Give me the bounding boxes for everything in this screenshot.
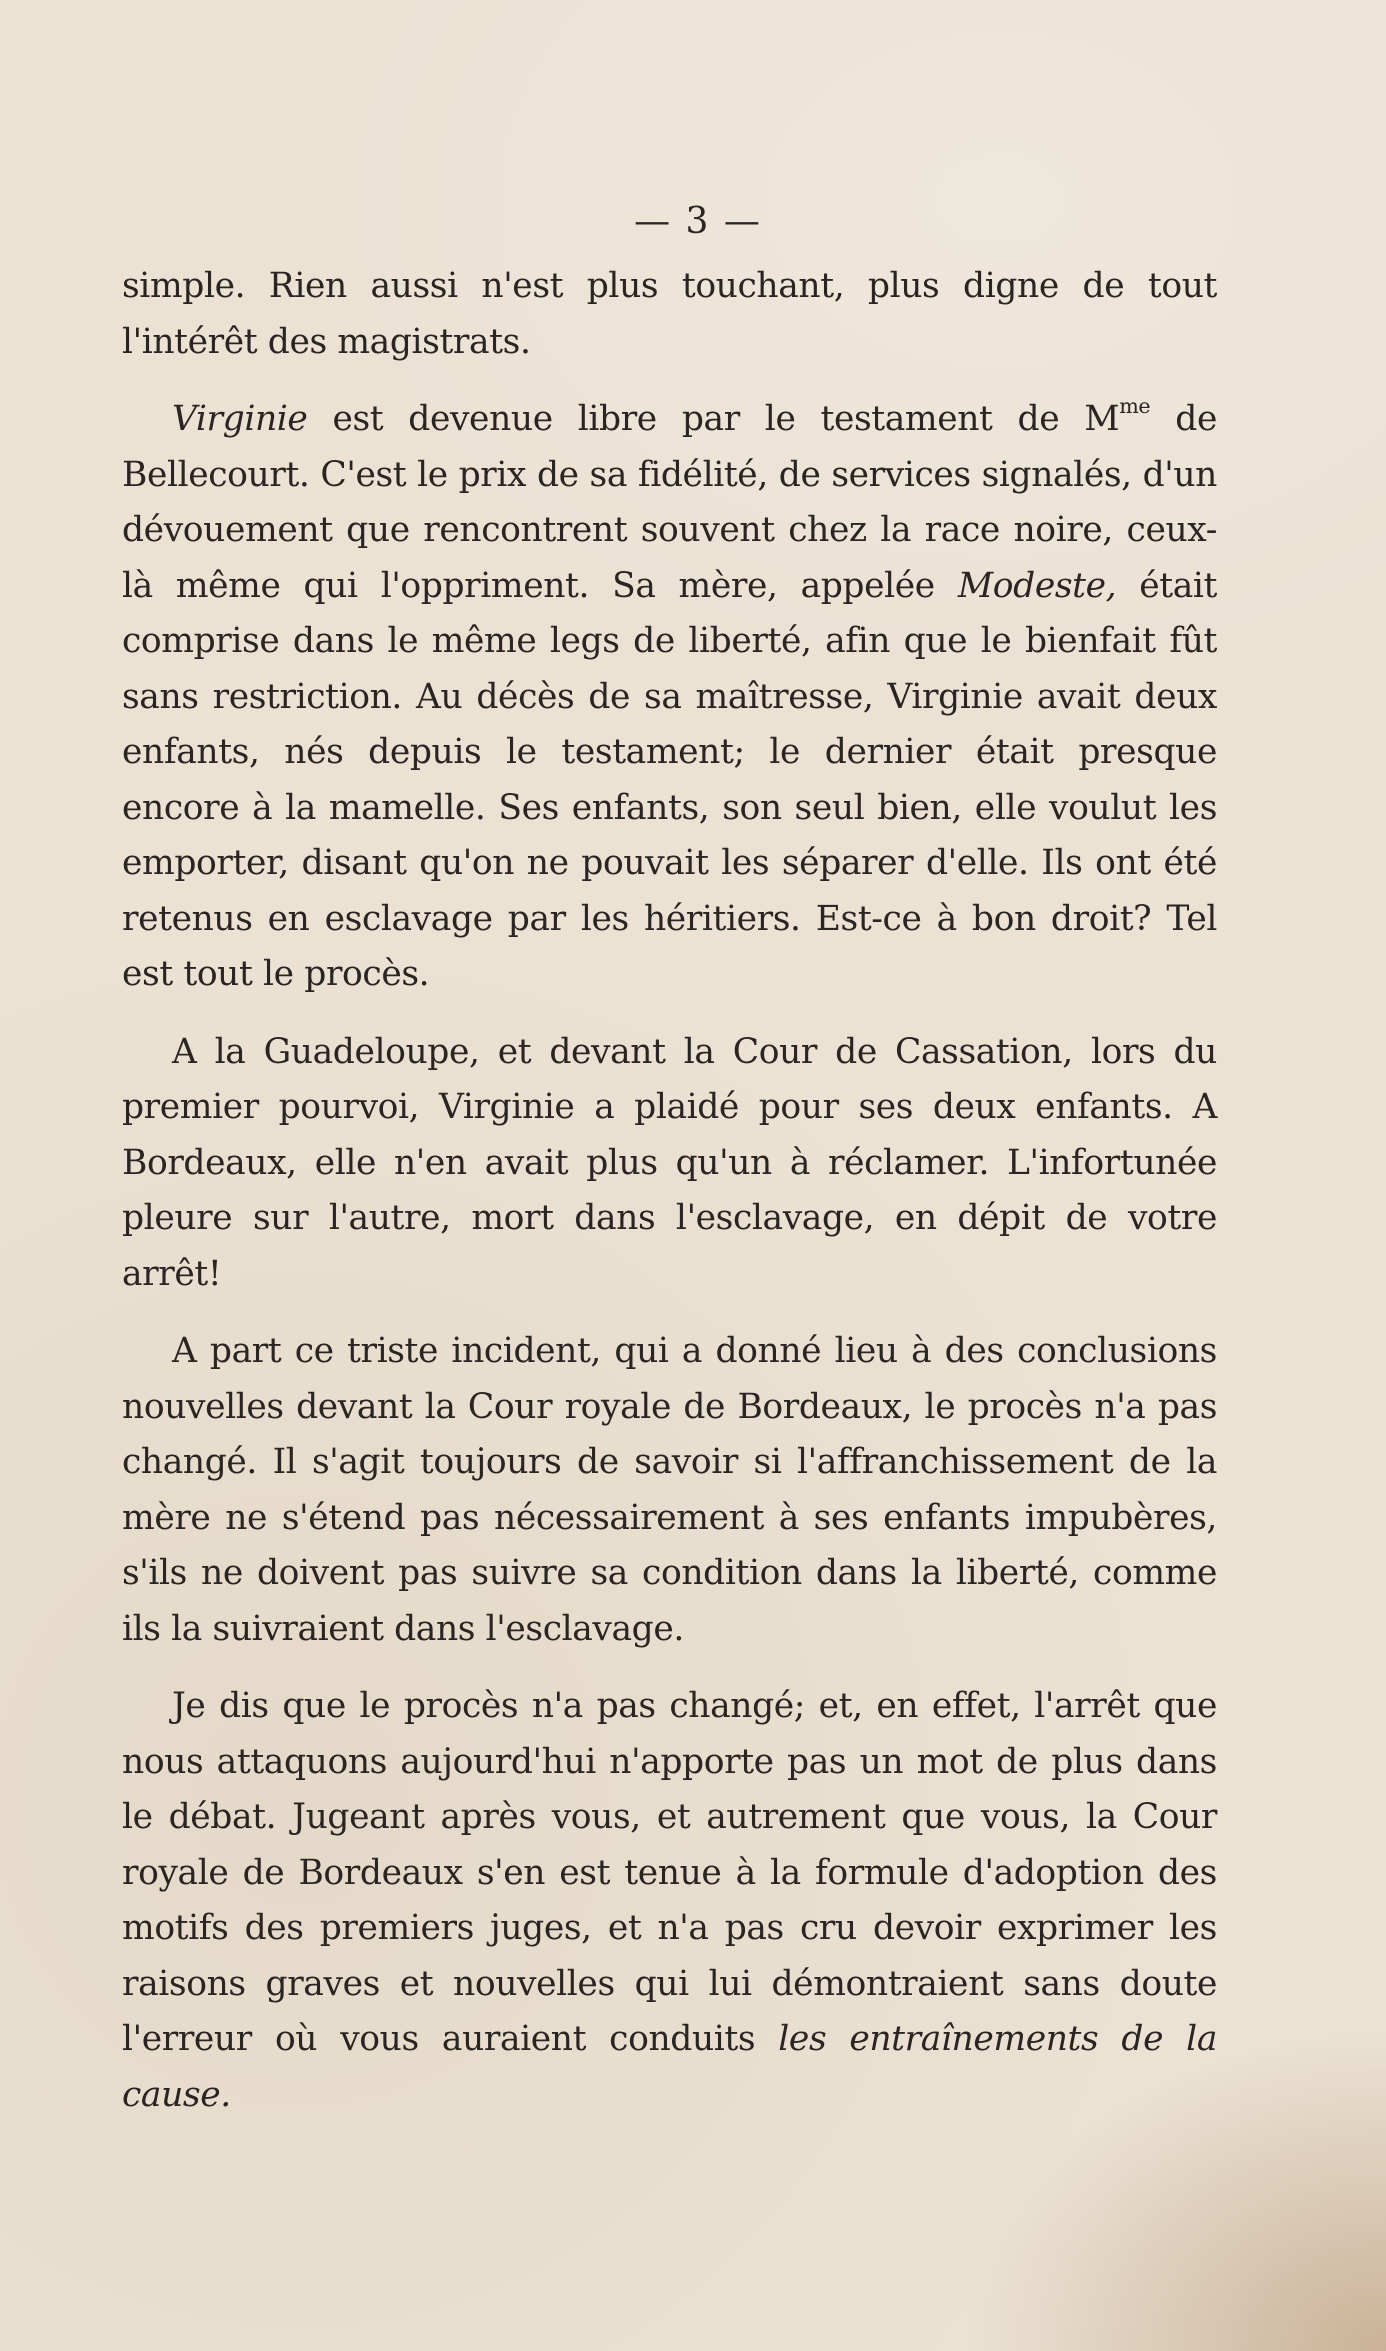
- text-run-italic: Virginie: [172, 399, 308, 439]
- paragraph-2: [122, 392, 1217, 1003]
- text-run-italic: les entraînements de la cause.: [122, 2019, 1217, 2115]
- text-run: de Bellecourt. C'est le prix de sa fidélité, de services signalés, d'un dévouement que rencontrent souvent chez la race noire, ceux-là même qui l'oppriment. Sa mère, appelée: [122, 399, 1217, 606]
- paragraph-3: [122, 1025, 1217, 1303]
- text-run: A la Guadeloupe, et devant la Cour de Cassation, lors du premier pourvoi, Virginie a plaidé pour ses deux enfants. A Bordeaux, elle n'en avait plus qu'un à réclamer. L'infortunée pleure sur l'autre, mort dans l'esclavage, en dépit de votre arrêt!: [122, 1031, 1217, 1294]
- paragraph-1: [122, 259, 1217, 370]
- body-text: [122, 259, 1217, 2123]
- text-run: était comprise dans le même legs de liberté, afin que le bienfait fût sans restriction. Au décès de sa maîtresse, Virginie avait deux enfants, nés depuis le testament; le dernier était presque encore à la mamelle. Ses enfants, son seul bien, elle voulut les emporter, disant qu'on ne pouvait les séparer d'elle. Ils ont été retenus en esclavage par les héritiers. Est-ce à bon droit? Tel est tout le procès.: [122, 565, 1217, 994]
- text-run-italic: Modeste,: [957, 565, 1117, 606]
- text-run: simple. Rien aussi n'est plus touchant, plus digne de tout l'intérêt des magistrats.: [122, 266, 1217, 362]
- text-run: est devenue libre par le testament de M: [307, 399, 1120, 439]
- text-run: Je dis que le procès n'a pas changé; et, en effet, l'arrêt que nous attaquons aujourd'hui n'apporte pas un mot de plus dans le débat. Jugeant après vous, et autrement que vous, la Cour royale de Bordeaux s'en est tenue à la formule d'adoption des motifs des premiers juges, et n'a pas cru devoir exprimer les raisons graves et nouvelles qui lui démontraient sans doute l'erreur où vous auraient conduits: [122, 1686, 1217, 2059]
- text-run: A part ce triste incident, qui a donné lieu à des conclusions nouvelles devant la Cour royale de Bordeaux, le procès n'a pas changé. Il s'agit toujours de savoir si l'affranchissement de la mère ne s'étend pas nécessairement à ses enfants impubères, s'ils ne doivent pas suivre sa condition dans la liberté, comme ils la suivraient dans l'esclavage.: [122, 1331, 1217, 1649]
- paragraph-5: [122, 1679, 1217, 2123]
- superscript: me: [1119, 394, 1151, 418]
- page-number: — 3 —: [634, 201, 762, 242]
- paragraph-4: [122, 1324, 1217, 1657]
